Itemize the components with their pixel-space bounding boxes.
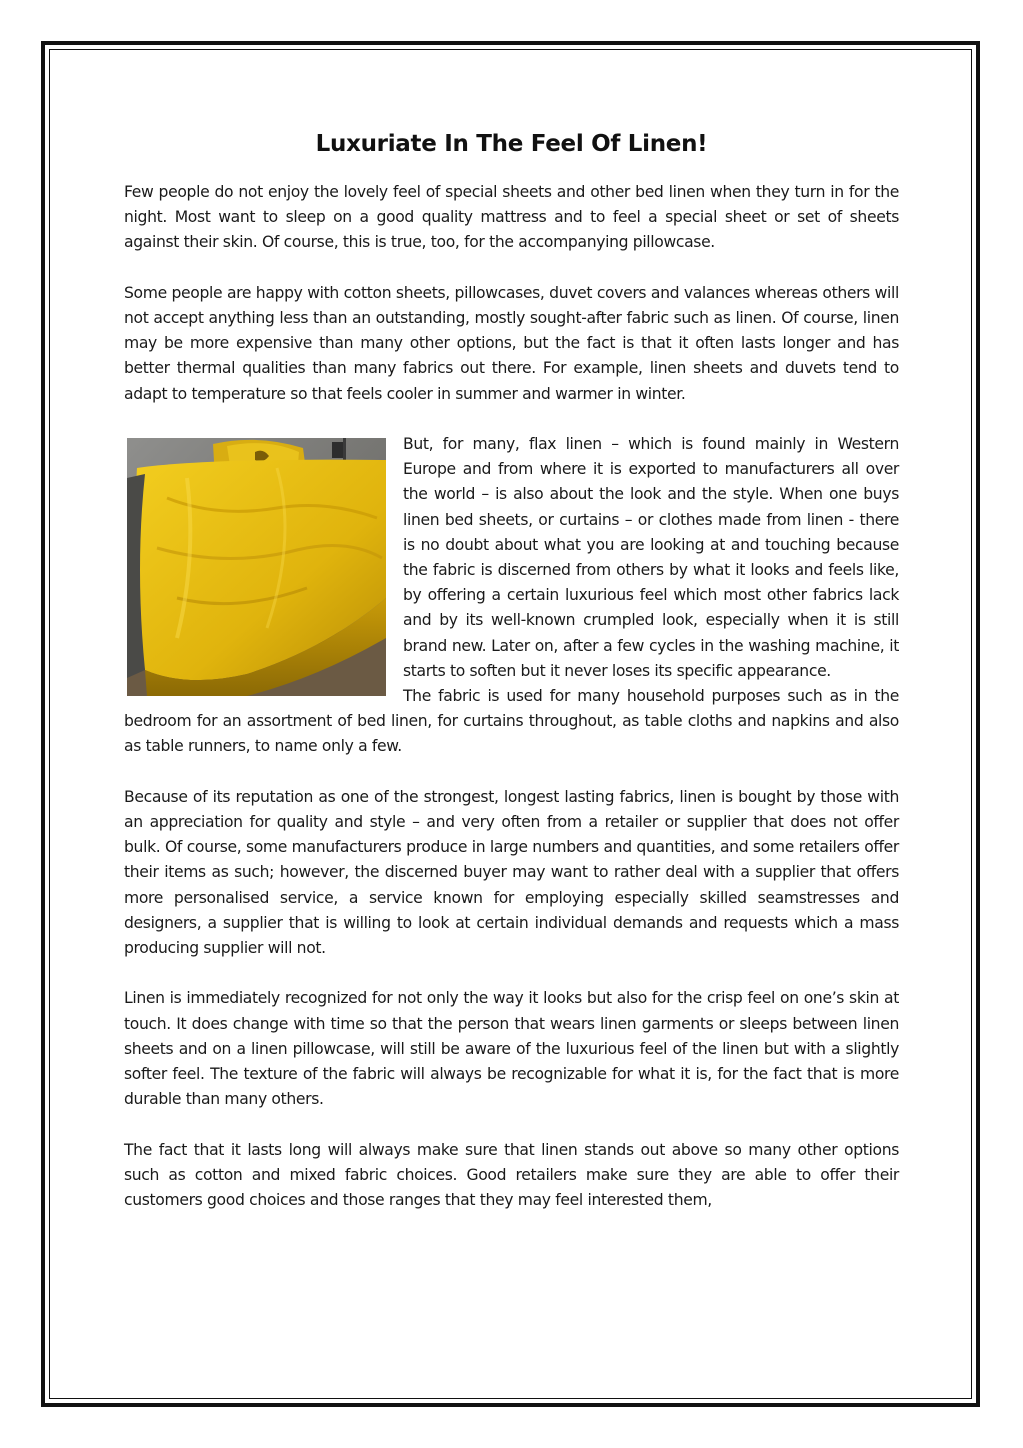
document-body [124, 128, 899, 1213]
document-title: Luxuriate In The Feel Of Linen! [315, 131, 708, 157]
paragraph-7: The fact that it lasts long will always make sure that linen stands out above so many other options such as cotton and mixed fabric choices. Good retailers make sure they are able to offer their customers good choices and those ranges that they may feel interested them, [124, 1140, 899, 1210]
paragraph-3: But, for many, flax linen – which is found mainly in Western Europe and from where it is exported to manufacturers all over the world – is also about the look and the style. When one buys linen bed sheets, or curtains – or clothes made from linen - there is no doubt about what you are looking at and touching because the fabric is discerned from others by what it looks and feels like, by offering a certain luxurious feel which most other fabrics lack and by its well-known crumpled look, especially when it is still brand new. Later on, after a few cycles in the washing machine, it starts to soften but it never loses its specific appearance. [403, 435, 899, 680]
paragraph-5: Because of its reputation as one of the strongest, longest lasting fabrics, linen is bought by those with an appreciation for quality and style – and very often from a retailer or supplier that does not offer bulk. Of course, some manufacturers produce in large numbers and quantities, and some retailers offer their items as such; however, the discerned buyer may want to rather deal with a supplier that offers more personalised service, a service known for employing especially skilled seamstresses and designers, a supplier that is willing to look at certain individual demands and requests which a mass producing supplier will not. [124, 787, 899, 958]
paragraph-2: Some people are happy with cotton sheets, pillowcases, duvet covers and valances whereas others will not accept anything less than an outstanding, mostly sought-after fabric such as linen. Of course, linen may be more expensive than many other options, but the fact is that it often lasts longer and has better thermal qualities than many fabrics out there. For example, linen sheets and duvets tend to adapt to temperature so that feels cooler in summer and warmer in winter. [124, 283, 899, 403]
paragraph-6: Linen is immediately recognized for not only the way it looks but also for the crisp feel on one’s skin at touch. It does change with time so that the person that wears linen garments or sleeps between linen sheets and on a linen pillowcase, will still be aware of the luxurious feel of the linen but with a slightly softer feel. The texture of the fabric will always be recognizable for what it is, for the fact that is more durable than many others. [124, 989, 899, 1109]
yellow-linen-bed-image [127, 438, 386, 696]
bed-photo-illustration [127, 438, 386, 696]
paragraph-4: The fabric is used for many household purposes such as in the bedroom for an assortment of bed linen, for curtains throughout, as table cloths and napkins and also as table runners, to name only a few. [124, 687, 899, 756]
paragraph-1: Few people do not enjoy the lovely feel of special sheets and other bed linen when they turn in for the night. Most want to sleep on a good quality mattress and to feel a special sheet or set of sheets against their skin. Of course, this is true, too, for the accompanying pillowcase. [124, 183, 899, 252]
